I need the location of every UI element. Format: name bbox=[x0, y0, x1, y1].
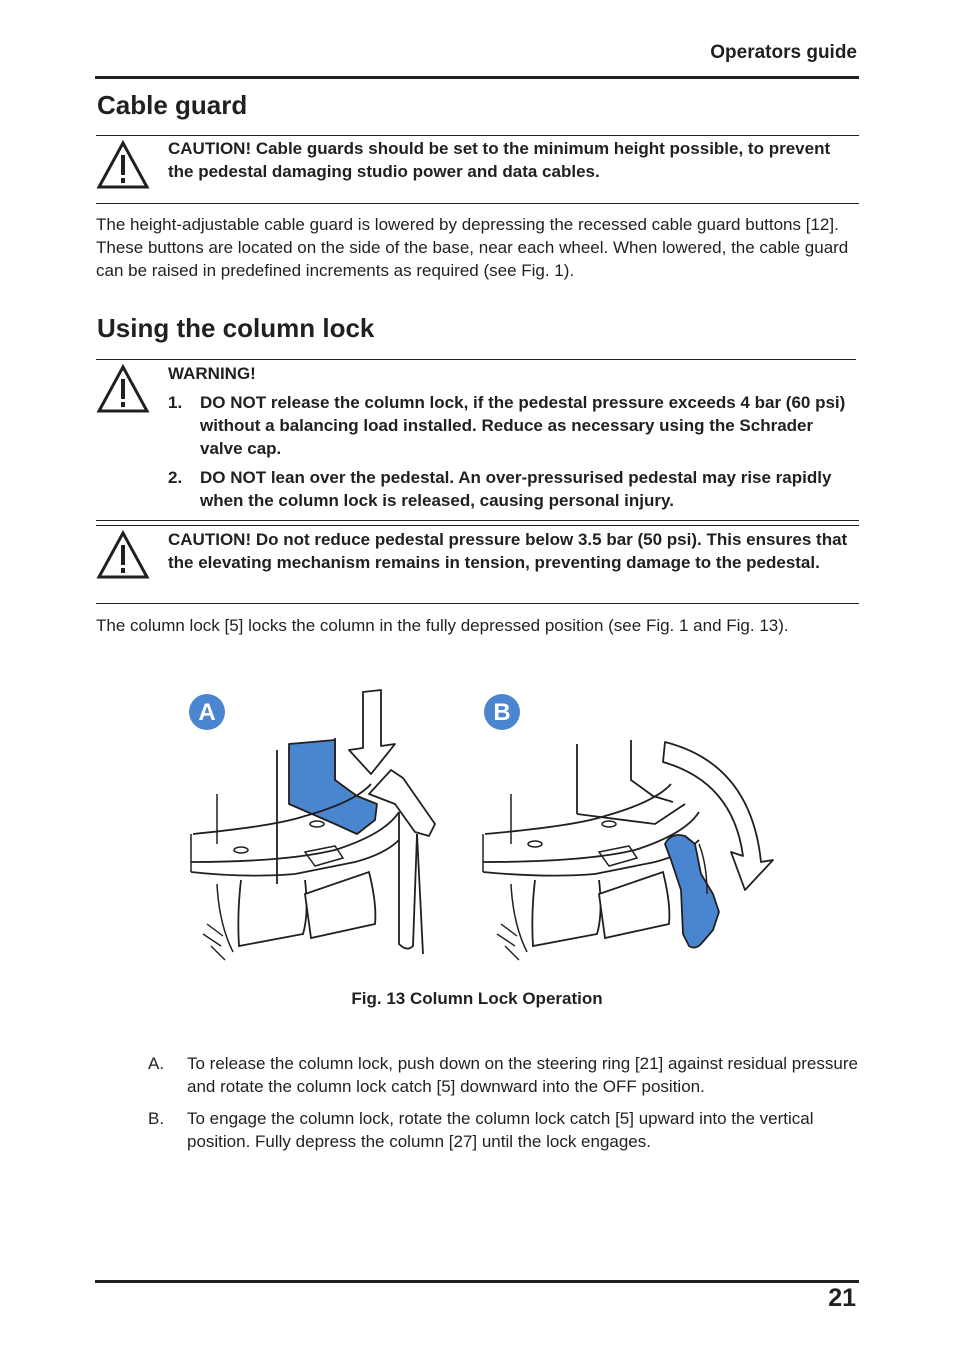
column-lock-caution: CAUTION! Do not reduce pedestal pressure below 3.5 bar (50 psi). This ensures that the elevating mechanism remains in tension, preventing damage to the pedestal. bbox=[168, 530, 848, 572]
step-letter: B. bbox=[148, 1109, 165, 1128]
figure-caption: Fig. 13 Column Lock Operation bbox=[351, 989, 603, 1008]
panel-a-label: A bbox=[198, 699, 216, 726]
instruction-steps bbox=[148, 1052, 860, 1162]
step-item bbox=[148, 1052, 860, 1098]
page-number: 21 bbox=[828, 1284, 856, 1312]
figure-panel-a bbox=[189, 690, 435, 960]
warning-list bbox=[168, 391, 858, 518]
step-item bbox=[148, 1107, 860, 1153]
push-down-arrow-icon bbox=[349, 690, 395, 774]
cable-guard-heading: Cable guard bbox=[97, 90, 248, 120]
warning-item-text: DO NOT release the column lock, if the pedestal pressure exceeds 4 bar (60 psi) without a balancing load installed. Reduce as necessary using the Schrader valve cap. bbox=[200, 393, 846, 458]
step-text: To release the column lock, push down on the steering ring [21] against residual pressure and rotate the column lock catch [5] downward into the OFF position. bbox=[187, 1054, 858, 1096]
column-lock-heading: Using the column lock bbox=[97, 313, 375, 343]
warning-item-number: 2. bbox=[168, 468, 183, 487]
warning-bottom-rule bbox=[96, 520, 859, 521]
warning-triangle-icon bbox=[96, 364, 150, 414]
step-letter: A. bbox=[148, 1054, 165, 1073]
column-lock-body: The column lock [5] locks the column in the fully depressed position (see Fig. 1 and Fig. 13). bbox=[96, 616, 789, 635]
warning-item-text: DO NOT lean over the pedestal. An over-pressurised pedestal may rise rapidly when the column lock is released, causing personal injury. bbox=[200, 468, 832, 510]
caution-top-rule bbox=[96, 525, 859, 526]
caution-bottom-rule bbox=[96, 603, 859, 604]
warning-triangle-icon bbox=[96, 140, 150, 190]
warning-triangle-icon bbox=[96, 530, 150, 580]
cable-guard-body: The height-adjustable cable guard is lowered by depressing the recessed cable guard buttons [12]. These buttons are located on the side of the base, near each wheel. When lowered, the cable guard can be raised in predefined increments as required (see Fig. 1). bbox=[96, 215, 849, 280]
figure-panel-b bbox=[483, 694, 773, 960]
column-lock-figure bbox=[185, 684, 775, 969]
cable-guard-caution: CAUTION! Cable guards should be set to the minimum height possible, to prevent the pedestal damaging studio power and data cables. bbox=[168, 139, 831, 181]
header-rule bbox=[95, 76, 859, 79]
warning-top-rule bbox=[96, 359, 856, 360]
caution-top-rule bbox=[96, 135, 859, 136]
running-header: Operators guide bbox=[710, 42, 857, 63]
column-lock-catch-highlight bbox=[665, 835, 719, 948]
warning-item bbox=[168, 391, 858, 460]
caution-bottom-rule bbox=[96, 203, 859, 204]
panel-b-label: B bbox=[493, 699, 511, 726]
warning-item-number: 1. bbox=[168, 393, 183, 412]
step-text: To engage the column lock, rotate the column lock catch [5] upward into the vertical position. Fully depress the column [27] until the lock engages. bbox=[187, 1109, 814, 1151]
warning-item bbox=[168, 466, 858, 512]
warning-title: WARNING! bbox=[168, 364, 256, 383]
footer-rule bbox=[95, 1280, 859, 1283]
